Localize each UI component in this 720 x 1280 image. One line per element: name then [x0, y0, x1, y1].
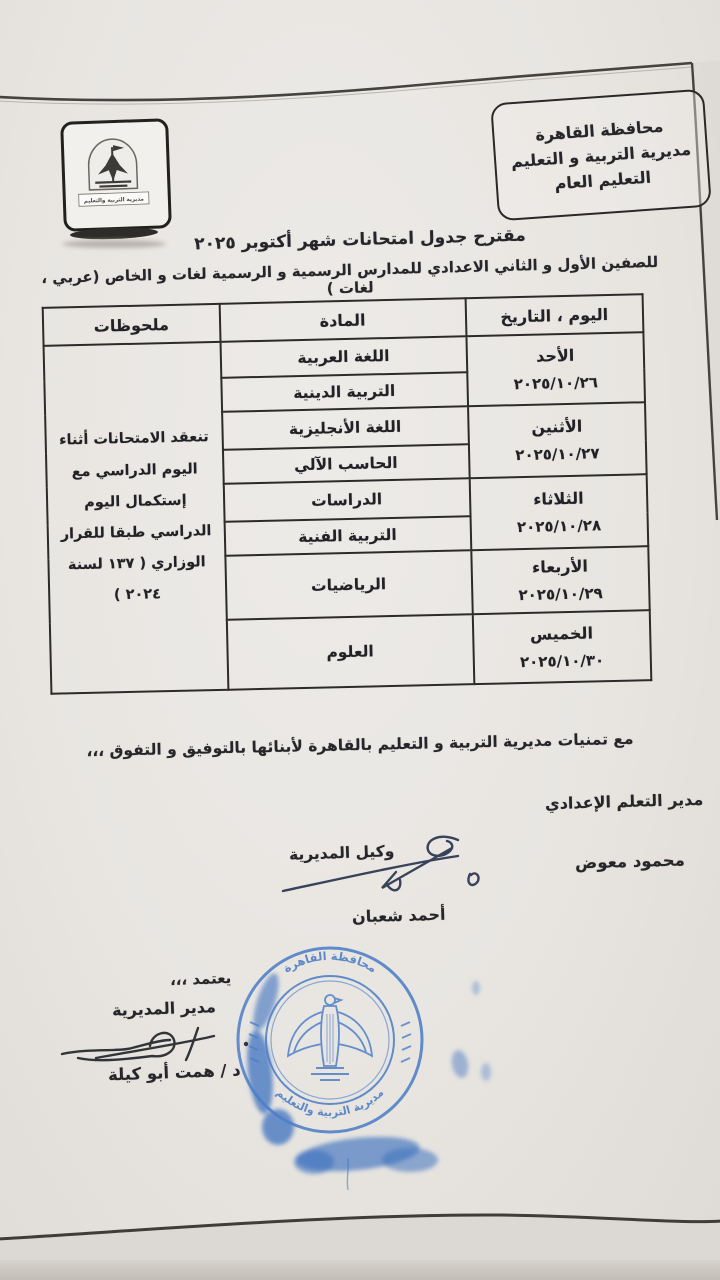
document-title: مقترح جدول امتحانات شهر أكتوبر ٢٠٢٥	[193, 225, 527, 255]
signatory-title-left: مدير المديرية	[111, 997, 217, 1020]
notes-cell: تنعقد الامتحانات أثناء اليوم الدراسي مع إستكمال اليوم الدراسي طبقا للقرار الوزاري ( ١٣٧ لسنة ٢٠٢٤ )	[44, 342, 228, 694]
day-name: الأربعاء	[531, 556, 589, 577]
subject-cell: الدراسات	[223, 478, 470, 522]
day-name: الأثنين	[531, 416, 583, 437]
subject-cell: العلوم	[226, 614, 474, 690]
stamp-top-text: محافظة القاهرة	[280, 948, 380, 976]
subject-cell: الحاسب الآلي	[222, 444, 469, 484]
col-header-day-date: اليوم ، التاريخ	[465, 294, 643, 336]
signature-scribble-left	[62, 1028, 248, 1060]
signatory-name-right: محمود معوض	[574, 850, 686, 873]
signatory-name-middle: أحمد شعبان	[351, 904, 446, 927]
approval-word: يعتمد ،،،	[169, 968, 232, 990]
signatory-title-right: مدير التعلم الإعدادي	[544, 789, 704, 814]
day-name: الخميس	[529, 623, 594, 644]
letterhead-line-governorate: محافظة القاهرة	[534, 116, 664, 145]
subject-cell: اللغة العربية	[220, 336, 467, 378]
subject-cell: الرياضيات	[225, 550, 472, 620]
day-date: ٢٠٢٥/١٠/٢٧	[515, 444, 600, 465]
col-header-notes: ملحوظات	[43, 304, 220, 346]
day-date: ٢٠٢٥/١٠/٢٦	[513, 373, 599, 394]
day-name: الثلاثاء	[533, 488, 584, 509]
letterhead-line-directorate: مديرية التربية و التعليم	[510, 139, 692, 171]
logo-caption: مديرية التربية والتعليم	[83, 196, 145, 205]
day-date: ٢٠٢٥/١٠/٣٠	[519, 651, 605, 672]
signatory-title-middle: وكيل المديرية	[288, 842, 395, 864]
day-name: الأحد	[535, 345, 575, 366]
col-header-subject: المادة	[219, 298, 466, 342]
document-subtitle: للصفين الأول و الثاني الاعدادي للمدارس الرسمية و الرسمية لغات و الخاص (عربي ، لغات )	[41, 252, 659, 298]
stamp-bottom-text: مديرية التربية والتعليم	[273, 1086, 387, 1120]
subject-cell: اللغة الأنجليزية	[222, 406, 469, 450]
day-date: ٢٠٢٥/١٠/٢٩	[518, 584, 603, 605]
day-date: ٢٠٢٥/١٠/٢٨	[516, 516, 602, 537]
subject-cell: التربية الدينية	[221, 372, 468, 412]
signature-scribble-middle	[283, 837, 478, 891]
closing-wishes-line: مع تمنيات مديرية التربية و التعليم بالقاهرة لأبنائها بالتوفيق و التفوق ،،،	[86, 729, 634, 761]
subject-cell: التربية الفنية	[224, 516, 471, 556]
letterhead-line-general-education: التعليم العام	[553, 167, 652, 193]
signatory-name-left: د / همت أبو كيلة	[107, 1060, 242, 1085]
